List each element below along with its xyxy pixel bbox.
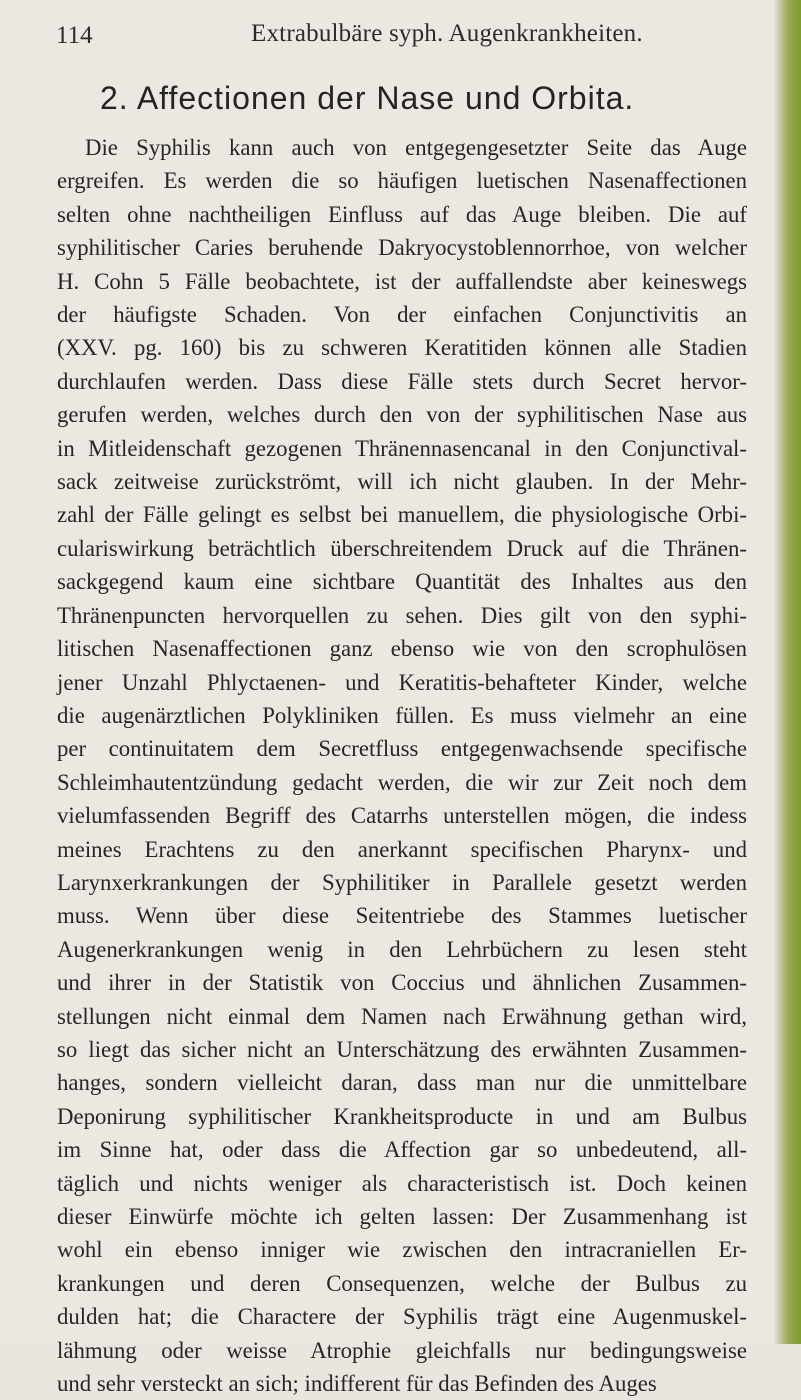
text-line: sack zeitweise zurückströmt, will ich nicht glauben. In der Mehr-	[57, 469, 747, 495]
text-line: dulden hat; die Charactere der Syphilis trägt eine Augenmuskel-	[57, 1304, 747, 1330]
text-line: H. Cohn 5 Fälle beobachtete, ist der auffallendste aber keineswegs	[57, 268, 747, 294]
text-line: gerufen werden, welches durch den von der syphilitischen Nase aus	[57, 402, 747, 428]
text-line: litischen Nasenaffectionen ganz ebenso wie von den scrophulösen	[57, 636, 747, 662]
text-line: per continuitatem dem Secretfluss entgegenwachsende specifische	[57, 736, 747, 762]
text-line: jener Unzahl Phlyctaenen- und Keratitis-behafteter Kinder, welche	[57, 669, 747, 695]
text-line: und sehr versteckt an sich; indifferent für das Befinden des Auges	[57, 1371, 657, 1397]
text-line: Augenerkrankungen wenig in den Lehrbüchern zu lesen steht	[57, 936, 747, 962]
text-line: muss. Wenn über diese Seitentriebe des Stammes luetischer	[57, 903, 747, 929]
text-line: zahl der Fälle gelingt es selbst bei manuellem, die physiologische Orbi-	[57, 502, 747, 528]
text-line: vielumfassenden Begriff des Catarrhs unterstellen mögen, die indess	[57, 803, 747, 829]
text-line: krankungen und deren Consequenzen, welche der Bulbus zu	[57, 1270, 747, 1296]
text-line: ergreifen. Es werden die so häufigen luetischen Nasenaffectionen	[57, 168, 747, 194]
text-line: lähmung oder weisse Atrophie gleichfalls nur bedingungsweise	[57, 1337, 747, 1363]
body-text	[57, 131, 747, 1400]
text-line: culariswirkung beträchtlich überschreitendem Druck auf die Thränen-	[57, 535, 747, 561]
text-line: und ihrer in der Statistik von Coccius und ähnlichen Zusammen-	[57, 970, 747, 996]
text-line: syphilitischer Caries beruhende Dakryocystoblennorrhoe, von welcher	[57, 235, 747, 261]
text-line: Deponirung syphilitischer Krankheitsproducte in und am Bulbus	[57, 1103, 747, 1129]
text-line: die augenärztlichen Polykliniken füllen. Es muss vielmehr an eine	[57, 702, 747, 728]
text-line: meines Erachtens zu den anerkannt specifischen Pharynx- und	[57, 836, 747, 862]
page-edge	[773, 0, 801, 1344]
text-line: der häufigste Schaden. Von der einfachen Conjunctivitis an	[57, 302, 747, 328]
text-line: Larynxerkrankungen der Syphilitiker in Parallele gesetzt werden	[57, 869, 747, 895]
text-line: dieser Einwürfe möchte ich gelten lassen: Der Zusammenhang ist	[57, 1204, 747, 1229]
text-line: täglich und nichts weniger als characteristisch ist. Doch keinen	[57, 1170, 747, 1196]
text-line: im Sinne hat, oder dass die Affection gar so unbedeutend, all-	[57, 1137, 747, 1163]
text-line: so liegt das sicher nicht an Unterschätzung des erwähnten Zusammen-	[57, 1036, 747, 1062]
section-title: 2. Affectionen der Nase und Orbita.	[100, 80, 635, 116]
page-header	[56, 12, 756, 52]
text-line: durchlaufen werden. Dass diese Fälle stets durch Secret hervor-	[57, 368, 747, 394]
page-number: 114	[56, 22, 93, 49]
text-line: selten ohne nachtheiligen Einfluss auf das Auge bleiben. Die auf	[57, 201, 747, 227]
text-line: (XXV. pg. 160) bis zu schweren Keratitiden können alle Stadien	[57, 335, 747, 361]
text-line: sackgegend kaum eine sichtbare Quantität des Inhaltes aus den	[57, 569, 747, 595]
text-line: in Mitleidenschaft gezogenen Thränennasencanal in den Conjunctival-	[57, 435, 747, 461]
text-line: stellungen nicht einmal dem Namen nach Erwähnung gethan wird,	[57, 1003, 747, 1029]
text-line: Thränenpuncten hervorquellen zu sehen. Dies gilt von den syphi-	[57, 602, 747, 628]
running-head: Extrabulbäre syph. Augenkrankheiten.	[251, 20, 643, 47]
text-line: Die Syphilis kann auch von entgegengesetzter Seite das Auge	[85, 135, 747, 160]
text-line: Schleimhautentzündung gedacht werden, die wir zur Zeit noch dem	[57, 769, 747, 795]
text-line: wohl ein ebenso inniger wie zwischen den intracraniellen Er-	[57, 1237, 747, 1263]
text-line: hanges, sondern vielleicht daran, dass man nur die unmittelbare	[57, 1070, 747, 1096]
